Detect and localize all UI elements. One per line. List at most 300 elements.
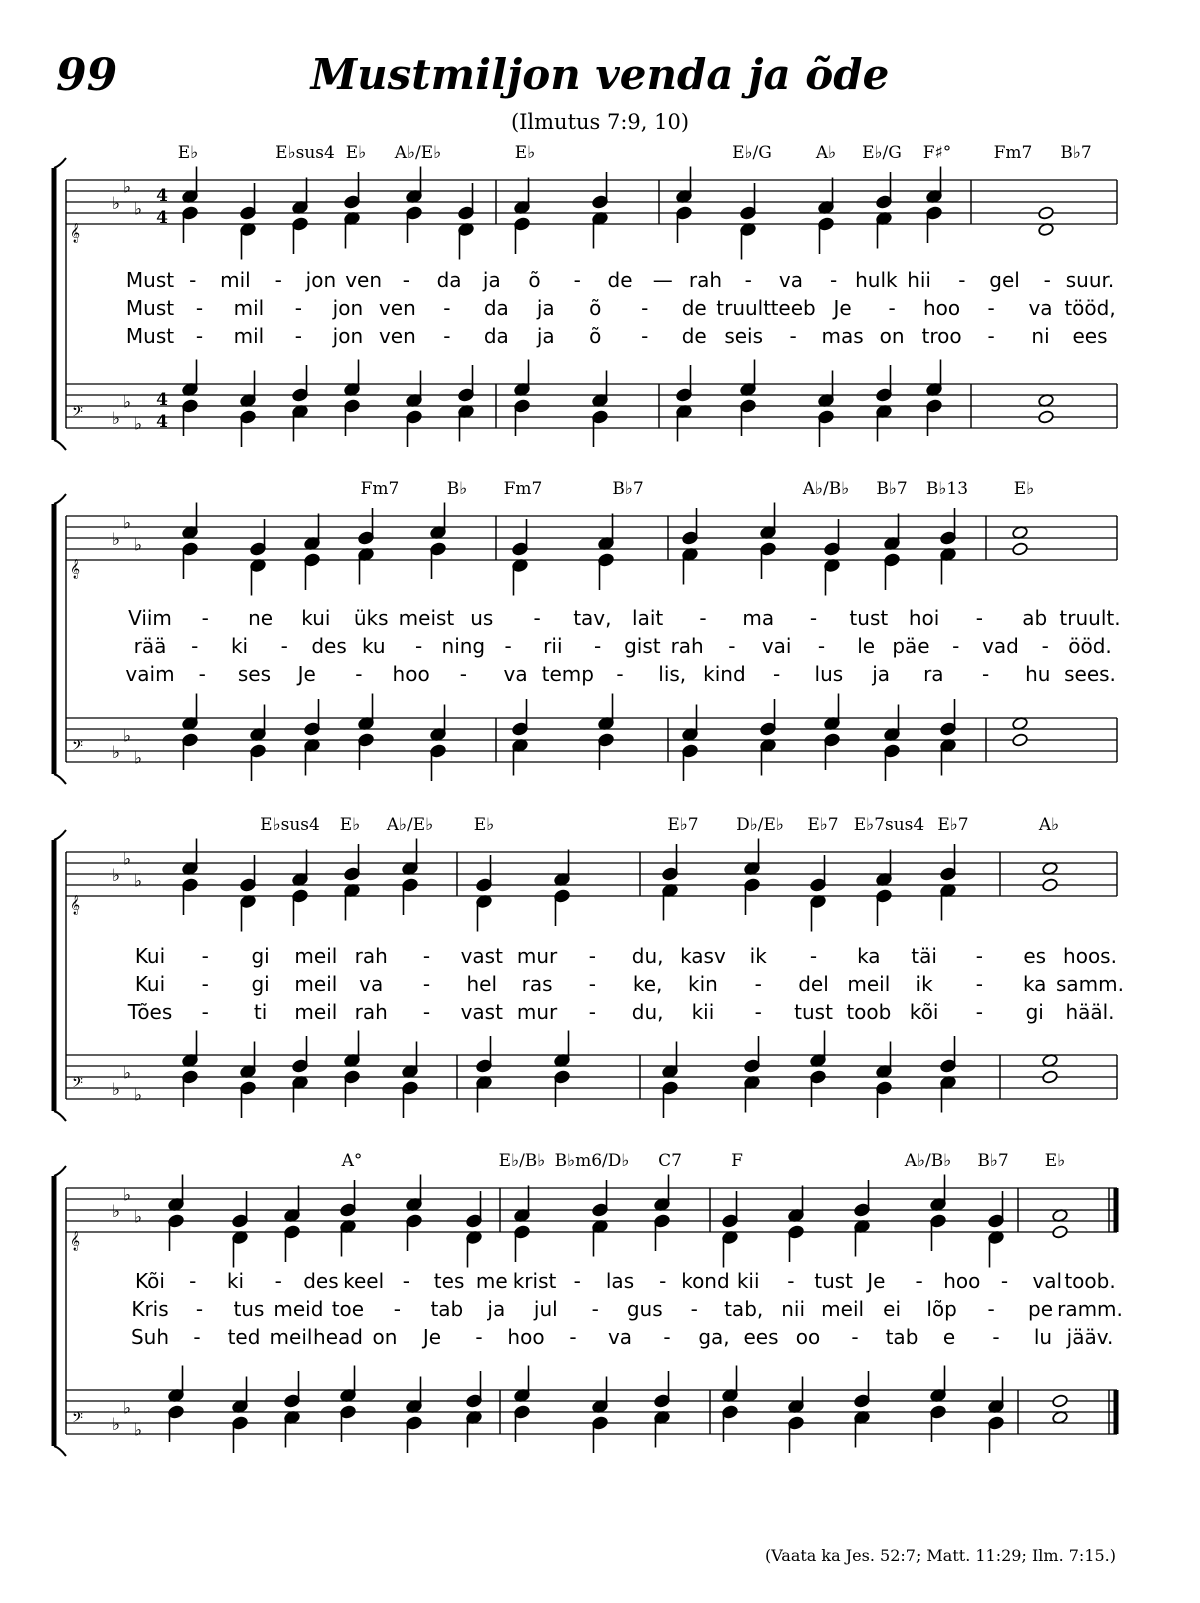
lyric-syllable: -	[569, 1325, 577, 1349]
system-2-bass-key-flat: ♭	[133, 748, 143, 769]
lyric-syllable: rah	[670, 634, 704, 658]
lyric-syllable: tust	[849, 606, 889, 630]
lyric-syllable: -	[728, 634, 736, 658]
lyric-syllable: -	[195, 324, 204, 348]
lyric-syllable: tus	[233, 1297, 265, 1321]
lyric-syllable: ku	[361, 634, 386, 658]
lyric-syllable: Kõi	[135, 1269, 165, 1293]
system-2-treble-key-flat: ♭	[133, 535, 143, 556]
lyric-syllable: -	[414, 634, 423, 658]
lyric-syllable: meil	[294, 944, 338, 968]
lyric-syllable: hoo	[392, 662, 430, 686]
chord-symbol: A♭	[815, 143, 837, 163]
lyric-syllable: -	[987, 1297, 995, 1321]
lyric-syllable: -	[274, 1269, 282, 1293]
lyric-syllable: -	[958, 268, 966, 292]
lyric-syllable: tust	[794, 1000, 833, 1024]
lyric-syllable: gi	[251, 972, 270, 996]
chord-symbol: E♭/G	[732, 143, 772, 163]
chord-symbol: A♭/B♭	[802, 479, 850, 499]
lyric-syllable: da	[483, 324, 509, 348]
lyric-syllable: -	[475, 1325, 483, 1349]
chord-symbol: E♭	[345, 143, 367, 163]
chord-symbol: E♭	[177, 143, 199, 163]
lyric-syllable: du,	[631, 1000, 664, 1024]
lyric-syllable: hoo	[943, 1269, 981, 1293]
lyric-syllable: tööd,	[1064, 296, 1116, 320]
lyric-syllable: ning	[441, 634, 486, 658]
lyric-syllable: ka	[1022, 972, 1047, 996]
lyric-syllable: e	[942, 1325, 956, 1349]
lyric-syllable: rah	[354, 944, 388, 968]
lyric-syllable: pe	[1028, 1297, 1054, 1321]
lyric-syllable: de	[607, 268, 633, 292]
lyric-syllable: toe	[331, 1297, 365, 1321]
chord-symbol: A♭/B♭	[904, 1151, 952, 1171]
system-4-bracket-bottom	[54, 1446, 66, 1456]
lyric-syllable: mil	[220, 268, 251, 292]
lyric-syllable: -	[699, 606, 707, 630]
lyric-syllable: ja	[487, 1297, 506, 1321]
lyric-syllable: -	[690, 1297, 698, 1321]
lyric-syllable: -	[191, 634, 199, 658]
system-3-treble-clef-icon: 𝄞	[70, 895, 81, 915]
system-2-bracket-top	[54, 494, 66, 504]
lyric-syllable: truult.	[1059, 606, 1121, 630]
lyric-syllable: -	[754, 972, 762, 996]
lyric-syllable: -	[402, 1269, 410, 1293]
lyric-syllable: ven	[345, 268, 383, 292]
lyric-syllable: va	[503, 662, 528, 686]
lyric-syllable: -	[851, 1325, 859, 1349]
system-1-bass-key-flat: ♭	[111, 409, 121, 429]
chord-symbol: E♭	[473, 815, 495, 835]
system-2-bass-key-flat: ♭	[111, 743, 121, 763]
lyric-syllable: du,	[631, 944, 664, 968]
lyric-syllable: -	[280, 634, 288, 658]
lyric-syllable: ki	[230, 634, 249, 658]
lyric-syllable: ja	[872, 662, 891, 686]
lyric-syllable: lus	[814, 662, 844, 686]
chord-symbol: Fm7	[503, 479, 543, 499]
lyric-syllable: -	[975, 944, 984, 968]
lyric-syllable: des	[303, 1269, 339, 1293]
system-3-treble-key-flat: ♭	[133, 871, 143, 892]
lyric-syllable: -	[744, 268, 752, 292]
lyric-syllable: hii	[907, 268, 931, 292]
lyric-syllable: tust	[814, 1269, 854, 1293]
lyric-syllable: gi	[251, 944, 270, 968]
lyric-syllable: Viim	[128, 606, 172, 630]
lyric-syllable: -	[393, 1297, 401, 1321]
system-4-bass-key-flat: ♭	[111, 1415, 121, 1435]
lyric-syllable: meid	[273, 1297, 324, 1321]
lyric-syllable: gi	[1025, 1000, 1044, 1024]
system-4-treble-key-flat: ♭	[133, 1207, 143, 1228]
lyric-syllable: -	[773, 662, 781, 686]
chord-symbol: B♭7	[1060, 143, 1092, 163]
lyric-syllable: de	[681, 296, 707, 320]
chord-symbol: B♭7	[977, 1151, 1009, 1171]
lyric-syllable: teeb	[770, 296, 816, 320]
lyric-syllable: -	[459, 662, 467, 686]
lyric-syllable: -	[952, 634, 960, 658]
lyric-syllable: -	[443, 324, 451, 348]
lyric-syllable: hoos.	[1063, 944, 1117, 968]
lyric-syllable: -	[588, 972, 596, 996]
lyric-syllable: -	[193, 1325, 201, 1349]
lyric-syllable: hel	[466, 972, 498, 996]
lyric-syllable: päe	[892, 634, 930, 658]
chord-symbol: E♭7	[667, 815, 699, 835]
lyric-syllable: Je	[297, 662, 316, 686]
lyric-syllable: va	[607, 1325, 633, 1349]
system-3-bass-note	[1042, 1070, 1059, 1084]
lyric-syllable: Je	[422, 1325, 442, 1349]
lyric-syllable: ka	[857, 944, 881, 968]
lyric-syllable: õ	[589, 296, 602, 320]
lyric-syllable: ni	[1031, 324, 1050, 348]
lyric-syllable: ramm.	[1057, 1297, 1123, 1321]
lyric-syllable: on	[879, 324, 905, 348]
lyric-syllable: -	[422, 972, 431, 996]
lyric-syllable: ik	[749, 944, 767, 968]
system-3-bass-key-flat: ♭	[111, 1080, 121, 1100]
lyric-syllable: rah	[688, 268, 723, 292]
chord-symbol: E♭	[1044, 1151, 1066, 1171]
lyric-syllable: hulk	[855, 268, 898, 292]
lyric-syllable: Must	[125, 324, 175, 348]
lyric-syllable: jääv.	[1066, 1325, 1114, 1349]
lyric-syllable: Je	[833, 296, 852, 320]
lyric-syllable: -	[443, 296, 451, 320]
lyric-syllable: ras	[521, 972, 553, 996]
lyric-syllable: le	[857, 634, 876, 658]
lyric-syllable: Kui	[134, 944, 166, 968]
lyric-syllable: -	[195, 296, 204, 320]
lyric-syllable: -	[504, 634, 512, 658]
lyric-syllable: -	[198, 662, 206, 686]
lyric-syllable: -	[987, 296, 995, 320]
lyric-syllable: -	[195, 1297, 204, 1321]
system-1-bass-note	[1038, 410, 1055, 424]
lyric-syllable: us	[470, 606, 494, 630]
lyric-syllable: va	[1028, 296, 1053, 320]
time-sig-treble-top: 4	[156, 186, 168, 206]
lyric-syllable: kõi	[909, 1000, 939, 1024]
chord-symbol: D♭/E♭	[736, 815, 784, 835]
lyric-syllable: -	[789, 324, 797, 348]
lyric-syllable: -	[809, 606, 818, 630]
footnote: (Vaata ka Jes. 52:7; Matt. 11:29; Ilm. 7:15.)	[764, 1546, 1116, 1565]
lyric-syllable: toob.	[1064, 1269, 1116, 1293]
lyric-syllable: jon	[305, 268, 337, 292]
lyric-syllable: -	[809, 944, 818, 968]
lyric-syllable: kond	[681, 1269, 730, 1293]
lyric-syllable: ik	[915, 972, 933, 996]
lyric-syllable: oo	[795, 1325, 821, 1349]
system-3-bracket-bottom	[54, 1111, 66, 1121]
system-2-treble-key-flat: ♭	[111, 530, 121, 550]
chord-symbol: B♭	[446, 479, 468, 499]
system-4-bass-note	[1052, 1394, 1069, 1408]
lyric-syllable: keel	[343, 1269, 385, 1293]
lyric-syllable: -	[588, 1000, 596, 1024]
system-1-treble-key-flat: ♭	[133, 199, 143, 220]
lyric-syllable: ses	[237, 662, 272, 686]
system-3-bass-clef-icon: 𝄢	[72, 1075, 83, 1095]
lyric-syllable: meil	[269, 1325, 313, 1349]
lyric-syllable: Kui	[134, 972, 166, 996]
lyric-syllable: -	[981, 662, 990, 686]
lyric-syllable: õ	[589, 324, 602, 348]
lyric-syllable: -	[402, 268, 410, 292]
lyric-syllable: gist	[624, 634, 661, 658]
system-4-treble-note	[1052, 1225, 1069, 1239]
lyric-syllable: ees	[743, 1325, 779, 1349]
chord-symbol: C7	[658, 1151, 682, 1171]
lyric-syllable: nii	[781, 1297, 806, 1321]
lyric-syllable: jon	[332, 296, 364, 320]
lyric-syllable: sees.	[1064, 662, 1116, 686]
lyric-syllable: -	[355, 662, 363, 686]
lyric-syllable: Must	[125, 268, 175, 292]
chord-symbol: E♭7	[807, 815, 839, 835]
lyric-syllable: tab	[885, 1325, 919, 1349]
lyric-syllable: õ	[528, 268, 541, 292]
lyric-syllable: -	[1041, 634, 1049, 658]
lyric-syllable: -	[588, 944, 596, 968]
system-4-bass-key-flat: ♭	[133, 1420, 143, 1441]
lyric-syllable: vast	[460, 944, 503, 968]
lyric-syllable: -	[641, 324, 649, 348]
system-1-treble-clef-icon: 𝄞	[70, 223, 81, 243]
system-1-treble-key-flat: ♭	[111, 194, 121, 214]
lyric-syllable: tes	[433, 1269, 465, 1293]
chord-symbol: A♭	[1038, 815, 1060, 835]
time-sig-bass-bottom: 4	[156, 412, 168, 432]
lyric-syllable: meist	[398, 606, 455, 630]
lyric-syllable: lait	[632, 606, 664, 630]
lyric-syllable: troo	[921, 324, 962, 348]
lyric-syllable: -	[201, 972, 209, 996]
lyric-syllable: Suh	[130, 1325, 170, 1349]
lyric-syllable: des	[311, 634, 347, 658]
lyric-syllable: -	[573, 1269, 581, 1293]
lyric-syllable: rah	[354, 1000, 388, 1024]
system-2-treble-clef-icon: 𝄞	[70, 559, 81, 579]
system-4-bass-key-flat: ♭	[122, 1398, 132, 1419]
lyric-syllable: ja	[536, 324, 555, 348]
lyric-syllable: meil	[294, 972, 338, 996]
lyric-syllable: hoo	[923, 296, 961, 320]
time-sig-treble-bottom: 4	[156, 208, 168, 228]
lyric-syllable: meil	[821, 1297, 865, 1321]
system-4-treble-clef-icon: 𝄞	[70, 1231, 81, 1251]
lyric-syllable: kind	[703, 662, 746, 686]
lyric-syllable: -	[591, 1297, 599, 1321]
system-3-treble-key-flat: ♭	[122, 849, 132, 870]
lyric-syllable: va	[359, 972, 384, 996]
lyric-syllable: hoo	[507, 1325, 545, 1349]
chord-symbol: E♭/G	[862, 143, 902, 163]
lyric-syllable: -	[294, 324, 303, 348]
lyric-syllable: gel	[989, 268, 1020, 292]
lyric-syllable: -	[201, 606, 209, 630]
lyric-syllable: vai	[761, 634, 792, 658]
lyric-syllable: ra	[923, 662, 944, 686]
lyric-syllable: kii	[691, 1000, 715, 1024]
lyric-syllable: ga,	[698, 1325, 730, 1349]
lyric-syllable: ven	[378, 324, 416, 348]
lyric-syllable: -	[201, 944, 209, 968]
chord-symbol: E♭	[514, 143, 536, 163]
lyric-syllable: -	[787, 1269, 795, 1293]
system-1-bass-clef-icon: 𝄢	[72, 404, 83, 424]
lyric-syllable: vaim	[125, 662, 175, 686]
lyric-syllable: kin	[688, 972, 718, 996]
lyric-syllable: -	[830, 268, 838, 292]
lyric-syllable: va	[778, 268, 803, 292]
lyric-syllable: mur	[516, 1000, 558, 1024]
chord-symbol: E♭sus4	[275, 143, 335, 163]
system-4-bass-clef-icon: 𝄢	[72, 1410, 83, 1430]
lyric-syllable: jon	[332, 324, 364, 348]
lyric-syllable: ees	[1072, 324, 1108, 348]
lyric-syllable: lu	[1033, 1325, 1053, 1349]
chord-symbol: B♭7	[876, 479, 908, 499]
lyric-syllable: täi	[911, 944, 937, 968]
system-1-bass-key-flat: ♭	[122, 392, 132, 413]
lyric-syllable: vad	[982, 634, 1019, 658]
lyric-syllable: gus	[626, 1297, 663, 1321]
system-3-treble-note	[1042, 878, 1059, 892]
lyric-syllable: ma	[742, 606, 775, 630]
system-4-bracket-top	[54, 1166, 66, 1176]
lyric-syllable: hääl.	[1065, 1000, 1115, 1024]
lyric-syllable: -	[274, 268, 282, 292]
system-1-treble-note	[1038, 206, 1055, 220]
system-3-bracket-top	[54, 830, 66, 840]
scripture-reference: (Ilmutus 7:9, 10)	[510, 110, 690, 134]
system-1-bass-key-flat: ♭	[133, 414, 143, 435]
lyric-syllable: da	[436, 268, 462, 292]
lyric-syllable: ki	[226, 1269, 245, 1293]
lyric-syllable: -	[189, 1269, 197, 1293]
system-1-bracket-top	[54, 158, 66, 168]
lyric-syllable: ne	[248, 606, 274, 630]
chord-symbol: Fm7	[360, 479, 400, 499]
lyric-syllable: tav,	[573, 606, 612, 630]
lyric-syllable: ja	[536, 296, 555, 320]
lyric-syllable: -	[992, 1325, 1000, 1349]
chord-symbol: E♭7	[937, 815, 969, 835]
lyric-syllable: -	[975, 606, 984, 630]
chord-symbol: A°	[341, 1151, 363, 1171]
lyric-syllable: samm.	[1056, 972, 1124, 996]
lyric-syllable: -	[201, 1000, 209, 1024]
chord-symbol: F	[731, 1151, 743, 1171]
lyric-syllable: Je	[867, 1269, 886, 1293]
lyric-syllable: hu	[1025, 662, 1051, 686]
system-2-bass-clef-icon: 𝄢	[72, 738, 83, 758]
chord-symbol: B♭m6/D♭	[554, 1151, 630, 1171]
lyric-syllable: ti	[253, 1000, 268, 1024]
chord-symbol: E♭sus4	[260, 815, 320, 835]
system-2-treble-note	[1012, 542, 1029, 556]
lyric-syllable: ööd.	[1068, 634, 1112, 658]
lyric-syllable: -	[754, 1000, 762, 1024]
system-3-bass-key-flat: ♭	[133, 1085, 143, 1106]
lyric-syllable: las	[605, 1269, 635, 1293]
lyric-syllable: —	[652, 268, 673, 292]
lyric-syllable: head	[313, 1325, 363, 1349]
hymn-number: 99	[56, 50, 118, 101]
system-3-bass-key-flat: ♭	[122, 1063, 132, 1084]
lyric-syllable: ven	[378, 296, 416, 320]
lyric-syllable: -	[975, 972, 984, 996]
hymn-title: Mustmiljon venda ja õde	[310, 50, 890, 99]
lyric-syllable: -	[189, 268, 197, 292]
lyric-syllable: jul	[533, 1297, 558, 1321]
chord-symbol: E♭7sus4	[853, 815, 925, 835]
lyric-syllable: lõp	[926, 1297, 957, 1321]
system-2-bracket-bottom	[54, 774, 66, 784]
lyric-syllable: mur	[516, 944, 558, 968]
system-1-bracket-bottom	[54, 440, 66, 450]
lyric-syllable: tab,	[724, 1297, 764, 1321]
lyric-syllable: -	[975, 1000, 984, 1024]
lyric-syllable: tab	[430, 1297, 464, 1321]
lyric-syllable: -	[987, 324, 995, 348]
system-2-bass-key-flat: ♭	[122, 726, 132, 747]
lyric-syllable: seis	[724, 324, 764, 348]
lyric-syllable: da	[483, 296, 509, 320]
lyric-syllable: kii	[736, 1269, 760, 1293]
lyric-syllable: üks	[353, 606, 389, 630]
lyric-syllable: -	[641, 296, 649, 320]
lyric-syllable: hoi	[908, 606, 940, 630]
system-3-treble-key-flat: ♭	[111, 866, 121, 886]
lyric-syllable: lis,	[658, 662, 687, 686]
lyric-syllable: toob	[846, 1000, 892, 1024]
lyric-syllable: mil	[233, 296, 265, 320]
lyric-syllable: -	[659, 1269, 667, 1293]
lyric-syllable: del	[798, 972, 829, 996]
chord-symbol: E♭/B♭	[498, 1151, 546, 1171]
lyric-syllable: -	[663, 1325, 671, 1349]
lyric-syllable: ei	[883, 1297, 902, 1321]
lyric-syllable: -	[294, 296, 303, 320]
chord-symbol: A♭/E♭	[386, 815, 434, 835]
chord-symbol: Fm7	[993, 143, 1033, 163]
lyric-syllable: es	[1023, 944, 1047, 968]
lyric-syllable: -	[533, 606, 541, 630]
lyric-syllable: -	[888, 296, 896, 320]
lyric-syllable: mas	[821, 324, 864, 348]
lyric-syllable: rää	[133, 634, 167, 658]
lyric-syllable: ke,	[632, 972, 663, 996]
lyric-syllable: suur.	[1065, 268, 1115, 292]
lyric-syllable: -	[817, 634, 826, 658]
lyric-syllable: -	[422, 944, 431, 968]
time-sig-bass-top: 4	[156, 390, 168, 410]
lyric-syllable: truult	[716, 296, 772, 320]
chord-symbol: A♭/E♭	[394, 143, 442, 163]
system-2-bass-note	[1012, 733, 1029, 747]
chord-symbol: F♯°	[922, 143, 952, 163]
lyric-syllable: temp	[541, 662, 594, 686]
